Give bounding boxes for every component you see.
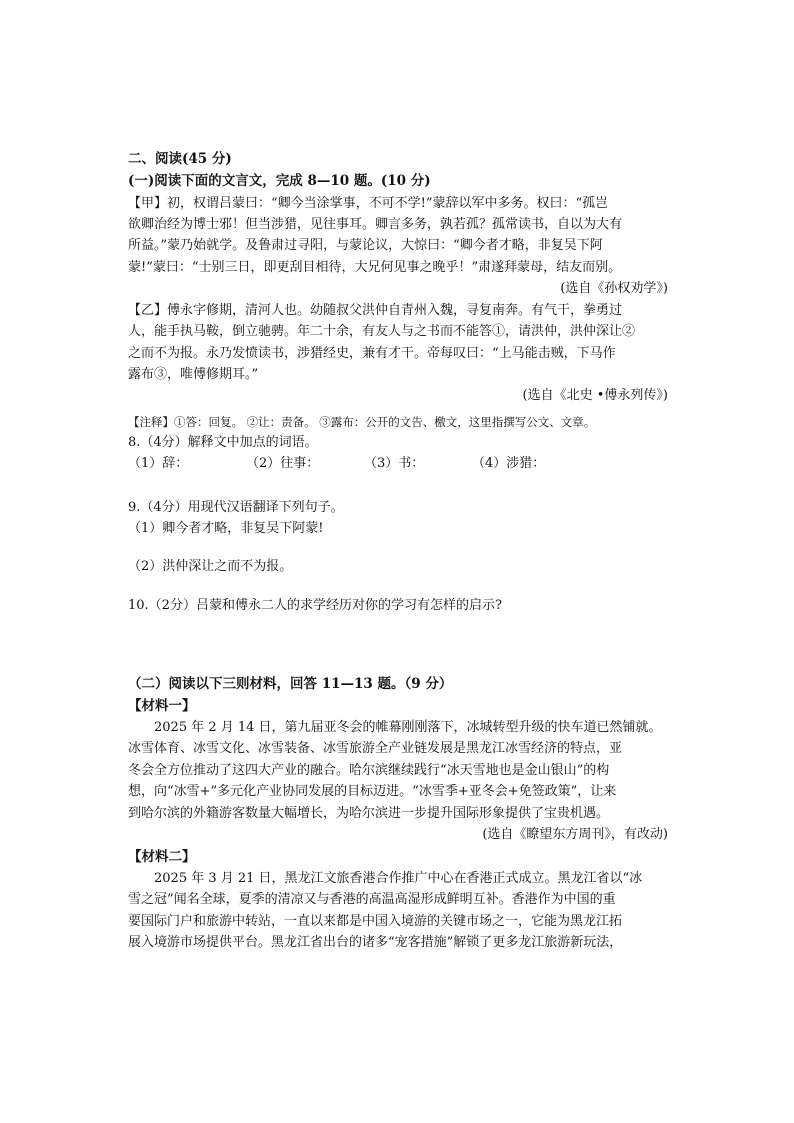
passage-line: 要国际门户和旅游中转站，一直以来都是中国入境游的关键市场之一，它能为黑龙江拓 <box>128 913 623 929</box>
question-8-item: （4）涉猎： <box>472 456 546 472</box>
passage-line: 【甲】初，权谓吕蒙曰：“卿今当涂掌事，不可不学!”蒙辞以军中多务。权曰：“孤岂 <box>128 195 609 211</box>
passage-source: (选自《北史 •傅永列传》) <box>522 388 668 404</box>
passage-line: 到哈尔滨的外籍游客数量大幅增长，为哈尔滨进一步提升国际形象提供了宝贵机遇。 <box>128 805 610 821</box>
passage-line: 露布③，唯傅修期耳。” <box>128 367 259 383</box>
passage-source: (选自《孙权劝学》) <box>560 281 668 297</box>
section-title: 二、阅读(45 分) <box>128 151 232 167</box>
material-1-label: 【材料一】 <box>128 697 196 714</box>
passage-line: 人，能手执马鞍，倒立驰骋。年二十余，有友人与之书而不能答①，请洪仲，洪仲深让② <box>128 324 636 340</box>
material-2-label: 【材料二】 <box>128 848 196 865</box>
material-1 <box>128 717 668 846</box>
document-content <box>128 148 668 954</box>
passage-line: 冰雪体育、冰雪文化、冰雪装备、冰雪旅游全产业链发展是黑龙江冰雪经济的特点，亚 <box>128 741 623 757</box>
question-9-sentence-2: （2）洪仲深让之而不为报。 <box>128 558 293 574</box>
passage-line: 所益。”蒙乃始就学。及鲁肃过寻阳，与蒙论议，大惊曰：“卿今者才略，非复吴下阿 <box>128 238 603 254</box>
answer-space <box>128 577 668 595</box>
annotation-note: 【注释】①答：回复。 ②让：责备。 ③露布：公开的文告、檄文，这里指撰写公文、文章。 <box>128 414 596 429</box>
question-8-items <box>128 453 668 474</box>
answer-space <box>128 475 668 497</box>
part2-heading: （二）阅读以下三则材料，回答 11—13 题。（9 分） <box>128 675 453 692</box>
passage-line: 蒙!”蒙曰：“士别三日，即更刮目相待，大兄何见事之晚乎！”肃遂拜蒙母，结友而别。 <box>128 259 622 275</box>
question-10: 10.（2分）吕蒙和傅永二人的求学经历对你的学习有怎样的启示? <box>128 598 502 614</box>
passage-line: 雪之冠”闻名全球，夏季的清凉又与香港的高温高湿形成鲜明互补。香港作为中国的重 <box>128 892 616 908</box>
question-9-sentence-1: （1）卿今者才略，非复吴下阿蒙! <box>128 521 324 537</box>
passage-line: 2025 年 2 月 14 日，第九届亚冬会的帷幕刚刚落下，冰城转型升级的快车道已然铺就。 <box>154 720 662 736</box>
part1-heading: (一)阅读下面的文言文，完成 8—10 题。(10 分) <box>128 173 431 190</box>
passage-yi <box>128 300 668 407</box>
passage-line: 欲卿治经为博士邪！但当涉猎，见往事耳。卿言多务，孰若孤？孤常读书，自以为大有 <box>128 216 623 232</box>
passage-line: 之而不为报。永乃发愤读书，涉猎经史，兼有才干。帝每叹曰：“上马能击贼，下马作 <box>128 345 616 361</box>
answer-space <box>128 540 668 556</box>
material-2 <box>128 868 668 954</box>
question-8-stem: 8.（4分）解释文中加点的词语。 <box>128 434 318 450</box>
passage-line: 展入境游市场提供平台。黑龙江省出台的诸多“宠客措施”解锁了更多龙江旅游新玩法， <box>128 935 623 951</box>
question-9-stem: 9.（4分）用现代汉语翻译下列句子。 <box>128 499 344 515</box>
passage-line: 2025 年 3 月 21 日，黑龙江文旅香港合作推广中心在香港正式成立。黑龙江省以“冰 <box>154 870 643 886</box>
question-8-item: （3）书： <box>364 456 425 472</box>
question-8-item: （1）辞： <box>128 456 189 472</box>
question-8-item: （2）往事： <box>246 456 320 472</box>
passage-jia <box>128 193 668 300</box>
passage-source: (选自《瞭望东方周刊》，有改动) <box>482 827 668 843</box>
passage-line: 【乙】傅永字修期，清河人也。幼随叔父洪仲自青州入魏，寻复南奔。有气干，拳勇过 <box>128 302 623 318</box>
passage-line: 想，向“冰雪+”多元化产业协同发展的目标迈进。“冰雪季+亚冬会+免签政策”，让来 <box>128 784 617 800</box>
passage-line: 冬会全方位推动了这四大产业的融合。哈尔滨继续践行“冰天雪地也是金山银山”的构 <box>128 762 610 778</box>
